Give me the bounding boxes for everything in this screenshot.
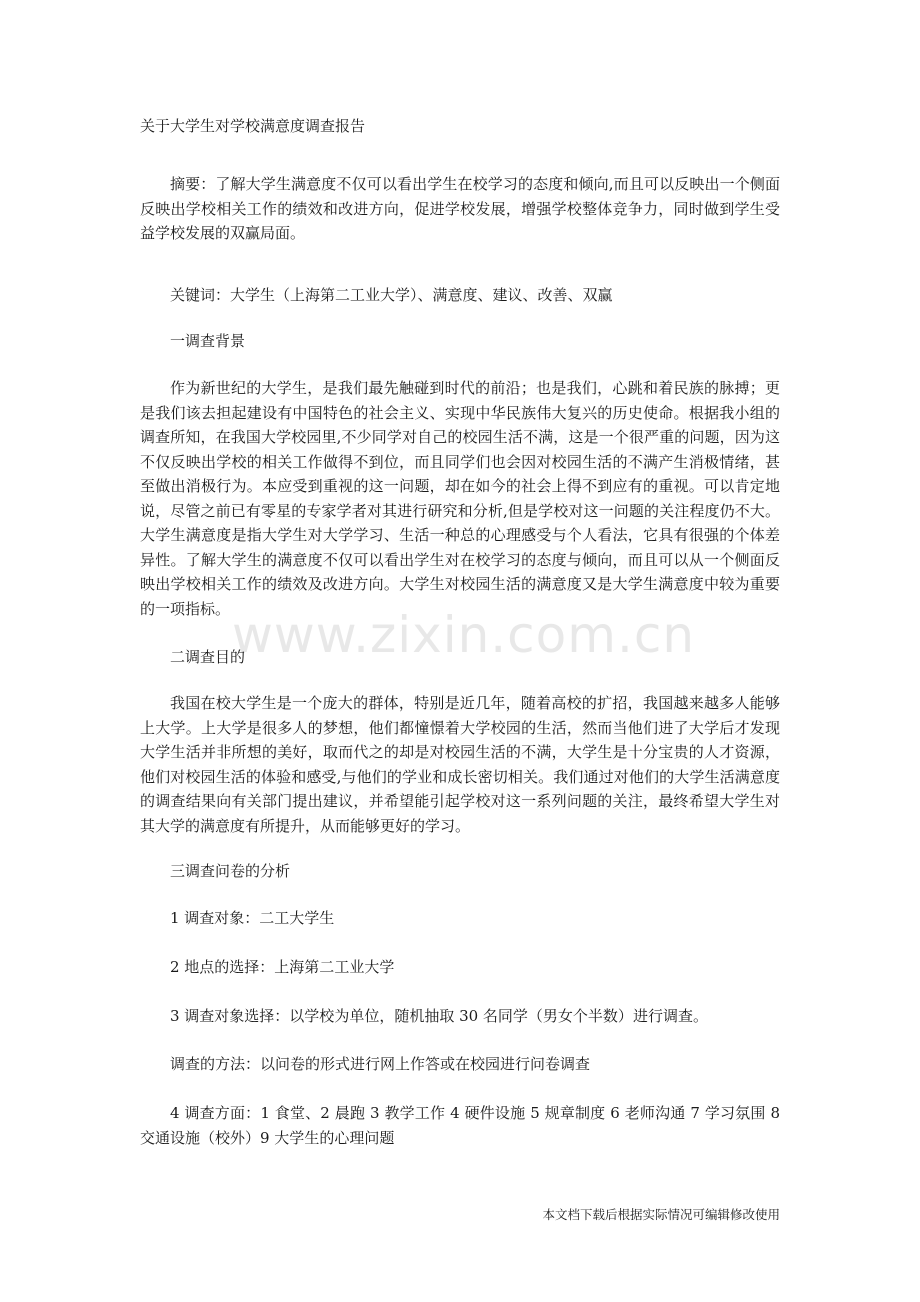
abstract-paragraph: 摘要：了解大学生满意度不仅可以看出学生在校学习的态度和倾向,而且可以反映出一个侧面反映出学校相关工作的绩效和改进方向，促进学校发展，增强学校整体竞争力，同时做到学生受益学校发展的双赢局面。 xyxy=(140,175,780,242)
section-heading-purpose: 二调查目的 xyxy=(170,648,246,666)
section-body-purpose: 我国在校大学生是一个庞大的群体，特别是近几年，随着高校的扩招，我国越来越多人能够上大学。上大学是很多人的梦想，他们都憧憬着大学校园的生活，然而当他们进了大学后才发现大学生活并非所想的美好，取而代之的却是对校园生活的不满，大学生是十分宝贵的人才资源，他们对校园生活的体验和感受,与他们的学业和成长密切相关。我们通过对他们的大学生活满意度的调查结果向有关部门提出建议，并希望能引起学校对这一系列问题的关注，最终希望大学生对其大学的满意度有所提升，从而能够更好的学习。 xyxy=(140,694,780,835)
survey-method-paragraph: 调查的方法：以问卷的形式进行网上作答或在校园进行问卷调查 xyxy=(170,1055,591,1073)
section-heading-background: 一调查背景 xyxy=(170,332,246,350)
keywords-paragraph: 关键词：大学生（上海第二工业大学）、满意度、建议、改善、双赢 xyxy=(170,286,613,304)
list-item-survey-target: 1 调查对象：二工大学生 xyxy=(170,909,335,927)
list-item-sampling: 3 调查对象选择：以学校为单位，随机抽取 30 名同学（男女个半数）进行调查。 xyxy=(170,1007,708,1025)
footer-note: 本文档下载后根据实际情况可编辑修改使用 xyxy=(542,1207,780,1222)
list-item-aspects: 4 调查方面：1 食堂、2 晨跑 3 教学工作 4 硬件设施 5 规章制度 6 老师沟通 7 学习氛围 8 交通设施（校外）9 大学生的心理问题 xyxy=(140,1104,780,1147)
watermark: www.zixin.com.cn xyxy=(232,606,696,664)
list-item-location: 2 地点的选择：上海第二工业大学 xyxy=(170,958,395,976)
section-heading-analysis: 三调查问卷的分析 xyxy=(170,862,291,880)
section-body-background: 作为新世纪的大学生，是我们最先触碰到时代的前沿；也是我们，心跳和着民族的脉搏；更是我们该去担起建设有中国特色的社会主义、实现中华民族伟大复兴的历史使命。根据我小组的调查所知，在我国大学校园里,不少同学对自己的校园生活不满，这是一个很严重的问题，因为这不仅反映出学校的相关工作做得不到位，而且同学们也会因对校园生活的不满产生消极情绪，甚至做出消极行为。本应受到重视的这一问题，却在如今的社会上得不到应有的重视。可以肯定地说，尽管之前已有零星的专家学者对其进行研究和分析,但是学校对这一问题的关注程度仍不大。大学生满意度是指大学生对大学学习、生活一种总的心理感受与个人看法，它具有很强的个体差异性。了解大学生的满意度不仅可以看出学生对在校学习的态度与倾向，而且可以从一个侧面反映出学校相关工作的绩效及改进方向。大学生对校园生活的满意度又是大学生满意度中较为重要的一项指标。 xyxy=(140,379,780,618)
document-title: 关于大学生对学校满意度调查报告 xyxy=(140,117,366,135)
